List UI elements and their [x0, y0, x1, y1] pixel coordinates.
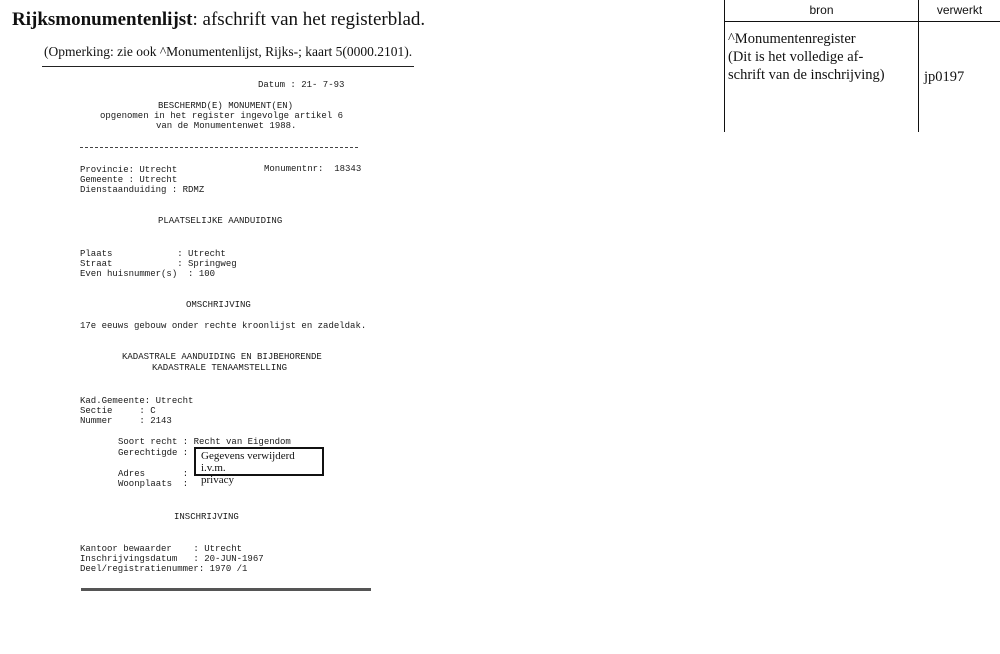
doc-section-omschrijving: OMSCHRIJVING [186, 300, 251, 310]
doc-gerechtigde: Gerechtigde : [118, 448, 189, 458]
doc-datum: Datum : 21- 7-93 [258, 80, 345, 90]
doc-bottom-rule [81, 588, 371, 591]
doc-kantoor-bewaarder: Kantoor bewaarder : Utrecht [80, 544, 243, 554]
doc-woonplaats: Woonplaats : [118, 479, 189, 489]
doc-section-inschrijving: INSCHRIJVING [174, 512, 239, 522]
doc-adres: Adres : [118, 469, 189, 479]
doc-dienstaanduiding: Dienstaanduiding : RDMZ [80, 185, 205, 195]
doc-omschrijving: 17e eeuws gebouw onder rechte kroonlijst en zadeldak. [80, 321, 367, 331]
doc-dashed-divider [80, 147, 358, 148]
doc-nummer: Nummer : 2143 [80, 416, 172, 426]
doc-section-kadaster-2: KADASTRALE TENAAMSTELLING [152, 363, 288, 373]
doc-soort-recht: Soort recht : Recht van Eigendom [118, 437, 291, 447]
table-header-verwerkt: verwerkt [919, 0, 1000, 22]
doc-heading-3: van de Monumentenwet 1988. [156, 121, 297, 131]
privacy-redaction-box [194, 447, 324, 486]
table-cell-bron-line-2: (Dit is het volledige af- [728, 49, 864, 65]
table-cell-bron-line-1: ^Monumentenregister [728, 31, 856, 47]
doc-section-plaatselijke: PLAATSELIJKE AANDUIDING [158, 216, 283, 226]
doc-section-kadaster-1: KADASTRALE AANDUIDING EN BIJBEHORENDE [122, 352, 322, 362]
privacy-text-line-2: privacy [201, 474, 234, 486]
doc-deel-registratienummer: Deel/registratienummer: 1970 /1 [80, 564, 248, 574]
remark-divider [42, 66, 414, 67]
privacy-text-line-1: Gegevens verwijderd i.v.m. [201, 450, 295, 474]
doc-huisnummer: Even huisnummer(s) : 100 [80, 269, 216, 279]
scanned-register-document [78, 70, 378, 600]
remark-note: (Opmerking: zie ook ^Monumentenlijst, Rijks-; kaart 5(0000.2101). [44, 44, 413, 59]
table-header-bron: bron [725, 0, 918, 22]
table-cell-verwerkt: jp0197 [924, 69, 965, 85]
doc-inschrijvingsdatum: Inschrijvingsdatum : 20-JUN-1967 [80, 554, 264, 564]
doc-heading-2: opgenomen in het register ingevolge artikel 6 [100, 111, 344, 121]
doc-kad-gemeente: Kad.Gemeente: Utrecht [80, 396, 194, 406]
doc-sectie: Sectie : C [80, 406, 156, 416]
doc-plaats: Plaats : Utrecht [80, 249, 226, 259]
table-cell-bron-line-3: schrift van de inschrijving) [728, 67, 885, 83]
doc-gemeente: Gemeente : Utrecht [80, 175, 178, 185]
doc-monumentnr: Monumentnr: 18343 [264, 164, 362, 174]
page-title-bold: Rijksmonumentenlijst [12, 9, 193, 30]
page-title-rest: : afschrift van het registerblad. [192, 9, 426, 30]
page-title [12, 9, 425, 31]
doc-straat: Straat : Springweg [80, 259, 237, 269]
doc-heading-1: BESCHERMD(E) MONUMENT(EN) [158, 101, 294, 111]
doc-provincie: Provincie: Utrecht [80, 165, 178, 175]
source-table [724, 0, 1000, 132]
